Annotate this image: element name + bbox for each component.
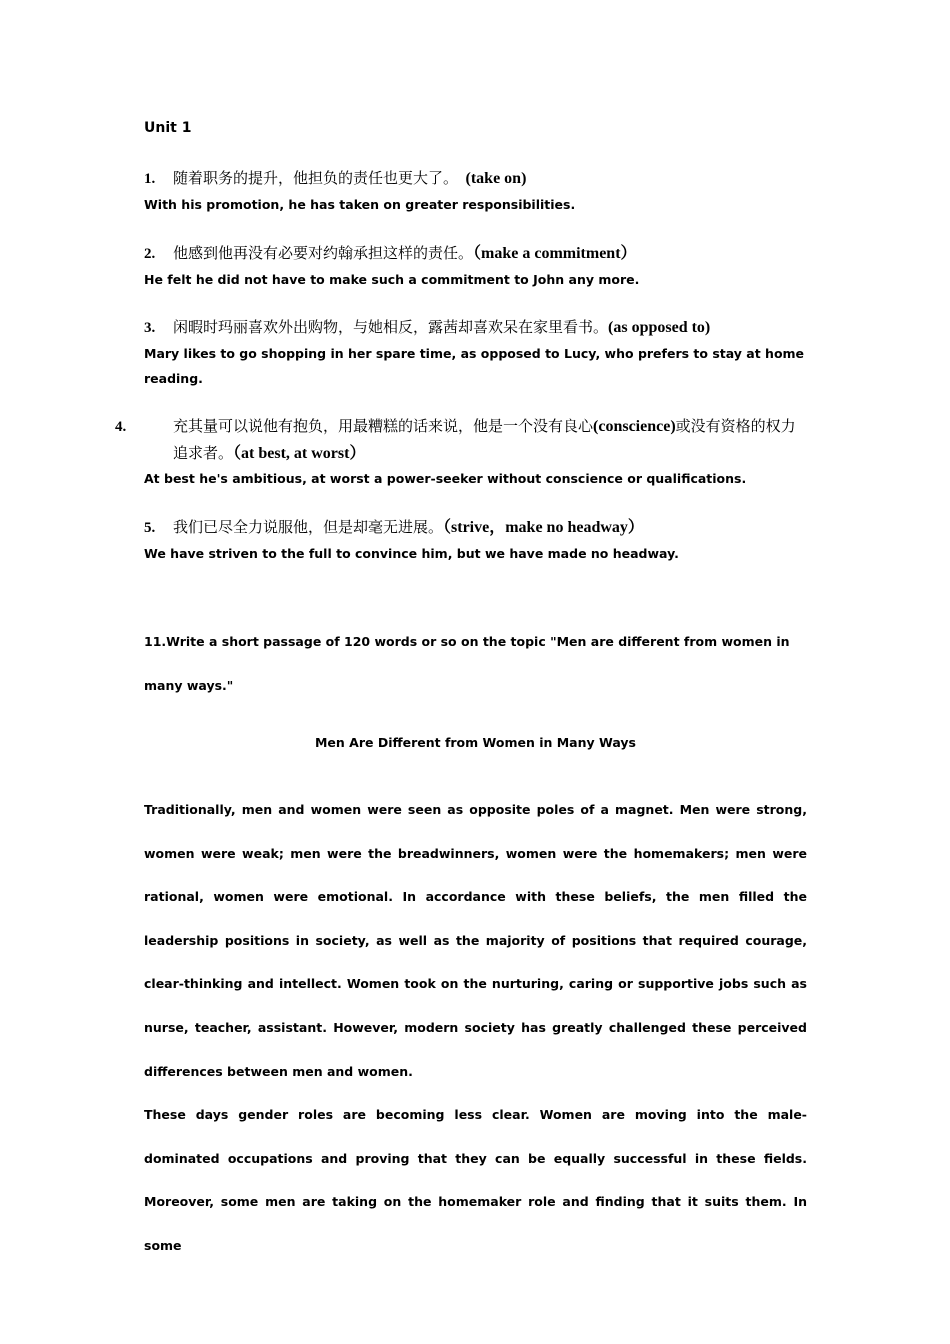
essay-paragraph-2: These days gender roles are becoming less clear. Women are moving into the male-dominated occupations and proving that they can be equally successful in these fields. Moreover, some men are taking on the homemaker role and finding that it suits them. In some <box>144 1107 807 1253</box>
essay-body <box>144 788 807 1268</box>
question-text-continued: 或没有资格的权力追求者。 <box>173 417 796 462</box>
question-text: 我们已尽全力说服他，但是却毫无进展。 <box>173 518 444 536</box>
question-text: 他感到他再没有必要对约翰承担这样的责任。 <box>173 244 474 262</box>
answer-3: Mary likes to go shopping in her spare time, as opposed to Lucy, who prefers to stay at home reading. <box>144 346 805 386</box>
question-2 <box>144 240 807 267</box>
unit-title: Unit 1 <box>144 120 192 136</box>
question-keyword: (as opposed to) <box>608 319 711 336</box>
question-3 <box>144 314 807 341</box>
question-keyword: （at best, at worst） <box>233 445 366 462</box>
question-number: 3. <box>144 320 156 336</box>
answer-2: He felt he did not have to make such a commitment to John any more. <box>144 272 640 287</box>
writing-task: 11.Write a short passage of 120 words or so on the topic "Men are different from women in many ways." <box>144 634 790 693</box>
question-4 <box>115 413 807 467</box>
question-keyword: (take on) <box>465 170 527 187</box>
question-keyword: （make a commitment） <box>473 245 637 262</box>
question-number: 1. <box>144 171 156 187</box>
answer-5: We have striven to the full to convince him, but we have made no headway. <box>144 546 679 561</box>
question-1 <box>144 165 807 192</box>
question-number: 4. <box>115 419 127 435</box>
question-keyword: （strive，make no headway） <box>443 519 644 536</box>
question-5 <box>144 514 807 541</box>
question-keyword-inline: (conscience) <box>593 418 676 435</box>
essay-title: Men Are Different from Women in Many Ways <box>314 735 636 750</box>
question-text: 充其量可以说他有抱负，用最糟糕的话来说，他是一个没有良心 <box>173 417 594 435</box>
answer-4: At best he's ambitious, at worst a power-seeker without conscience or qualifications. <box>144 471 747 486</box>
essay-paragraph-1: Traditionally, men and women were seen as opposite poles of a magnet. Men were strong, women were weak; men were the breadwinners, women were the homemakers; men were rational, women were emotional. In accordance with these beliefs, the men filled the leadership positions in society, as well as the majority of positions that required courage, clear-thinking and intellect. Women took on the nurturing, caring or supportive jobs such as nurse, teacher, assistant. However, modern society has greatly challenged these perceived differences between men and women. <box>144 802 807 1079</box>
answer-1: With his promotion, he has taken on greater responsibilities. <box>144 197 576 212</box>
question-text: 随着职务的提升，他担负的责任也更大了。 <box>173 169 459 187</box>
question-number: 5. <box>144 520 156 536</box>
question-number: 2. <box>144 246 156 262</box>
question-text: 闲暇时玛丽喜欢外出购物，与她相反，露茜却喜欢呆在家里看书。 <box>173 318 609 336</box>
